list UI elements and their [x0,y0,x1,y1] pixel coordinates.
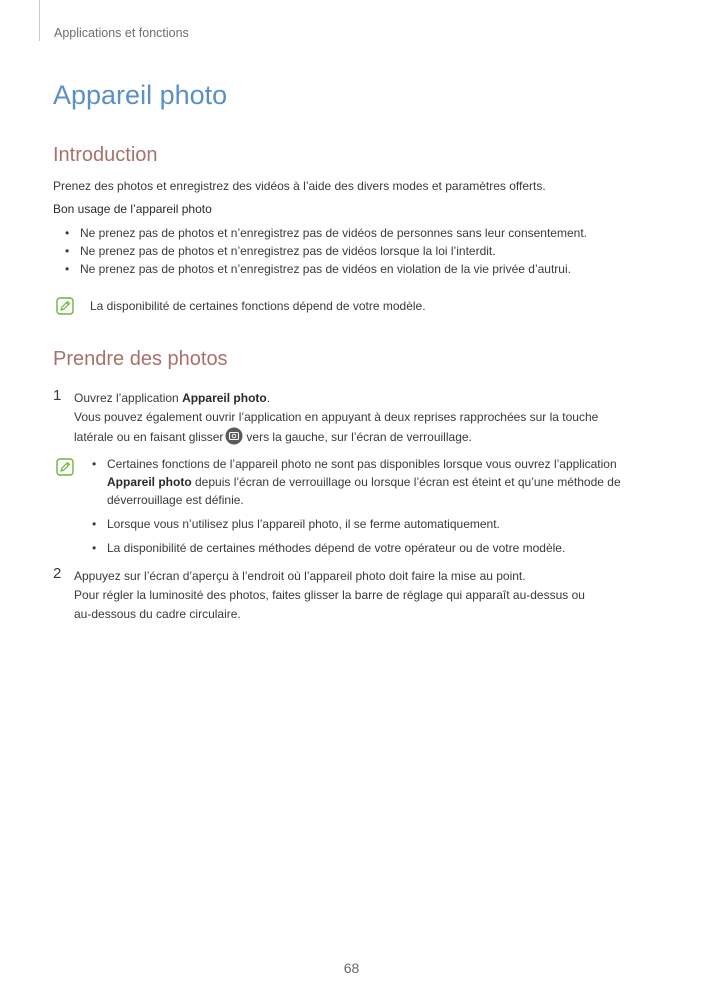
page-number: 68 [343,960,360,976]
step-1-detail: Vous pouvez également ouvrir l’application en appuyant à deux reprises rapprochées sur la touche [74,410,599,424]
list-item: • Lorsque vous n’utilisez plus l’appareil photo, il se ferme automatiquement. [107,515,621,533]
step-number: 1 [53,387,62,404]
list-item: • Ne prenez pas de photos et n’enregistrez pas de vidéos de personnes sans leur consentement. [80,226,587,240]
step-1-detail-text-end: vers la gauche, sur l’écran de verrouillage. [246,430,472,444]
step-2-text [74,567,585,624]
running-header: Applications et fonctions [54,26,189,40]
list-item [107,455,621,509]
step-1-detail-text: latérale ou en faisant glisser [74,430,224,444]
note-icon [56,297,74,315]
app-name: Appareil photo [182,391,267,405]
note-line [107,473,621,491]
app-name: Appareil photo [107,475,192,489]
camera-note-list [107,455,621,557]
page-title: Appareil photo [53,80,228,110]
list-item: • Ne prenez pas de photos et n’enregistrez pas de vidéos lorsque la loi l’interdit. [80,244,587,258]
note-text: La disponibilité de certaines fonctions dépend de votre modèle. [90,299,426,313]
intro-paragraph: Prenez des photos et enregistrez des vidéos à l’aide des divers modes et paramètres offerts. [53,179,546,193]
note-line: déverrouillage est définie. [107,493,244,507]
step-1-line [74,389,598,408]
step-1-line-text: Ouvrez l’application [74,391,183,405]
section-title-introduction: Introduction [53,144,158,166]
note-line-text: depuis l’écran de verrouillage ou lorsque l’écran est éteint et qu’une méthode de [191,475,621,489]
step-1-detail-2 [74,427,598,447]
usage-bullet-list [80,226,587,276]
step-2-line: Pour régler la luminosité des photos, faites glisser la barre de réglage qui apparaît au-dessus ou [74,588,585,602]
list-item: • Ne prenez pas de photos et n’enregistrez pas de vidéos en violation de la vie privée d’autrui. [80,262,587,276]
step-1-line-end: . [266,391,271,405]
camera-switch-icon [225,427,243,445]
list-item: • La disponibilité de certaines méthodes dépend de votre opérateur ou de votre modèle. [107,539,621,557]
step-2-line: Appuyez sur l’écran d’aperçu à l’endroit où l’appareil photo doit faire la mise au point. [74,569,526,583]
step-1-text [74,389,598,447]
intro-subheading: Bon usage de l’appareil photo [53,202,212,216]
note-icon [56,458,74,476]
section-title-prendre-photos: Prendre des photos [53,348,228,370]
header-rule [39,0,40,41]
note-line: • Certaines fonctions de l’appareil photo ne sont pas disponibles lorsque vous ouvrez l’application [107,457,617,471]
step-2-line: au-dessous du cadre circulaire. [74,607,241,621]
step-number: 2 [53,565,62,582]
